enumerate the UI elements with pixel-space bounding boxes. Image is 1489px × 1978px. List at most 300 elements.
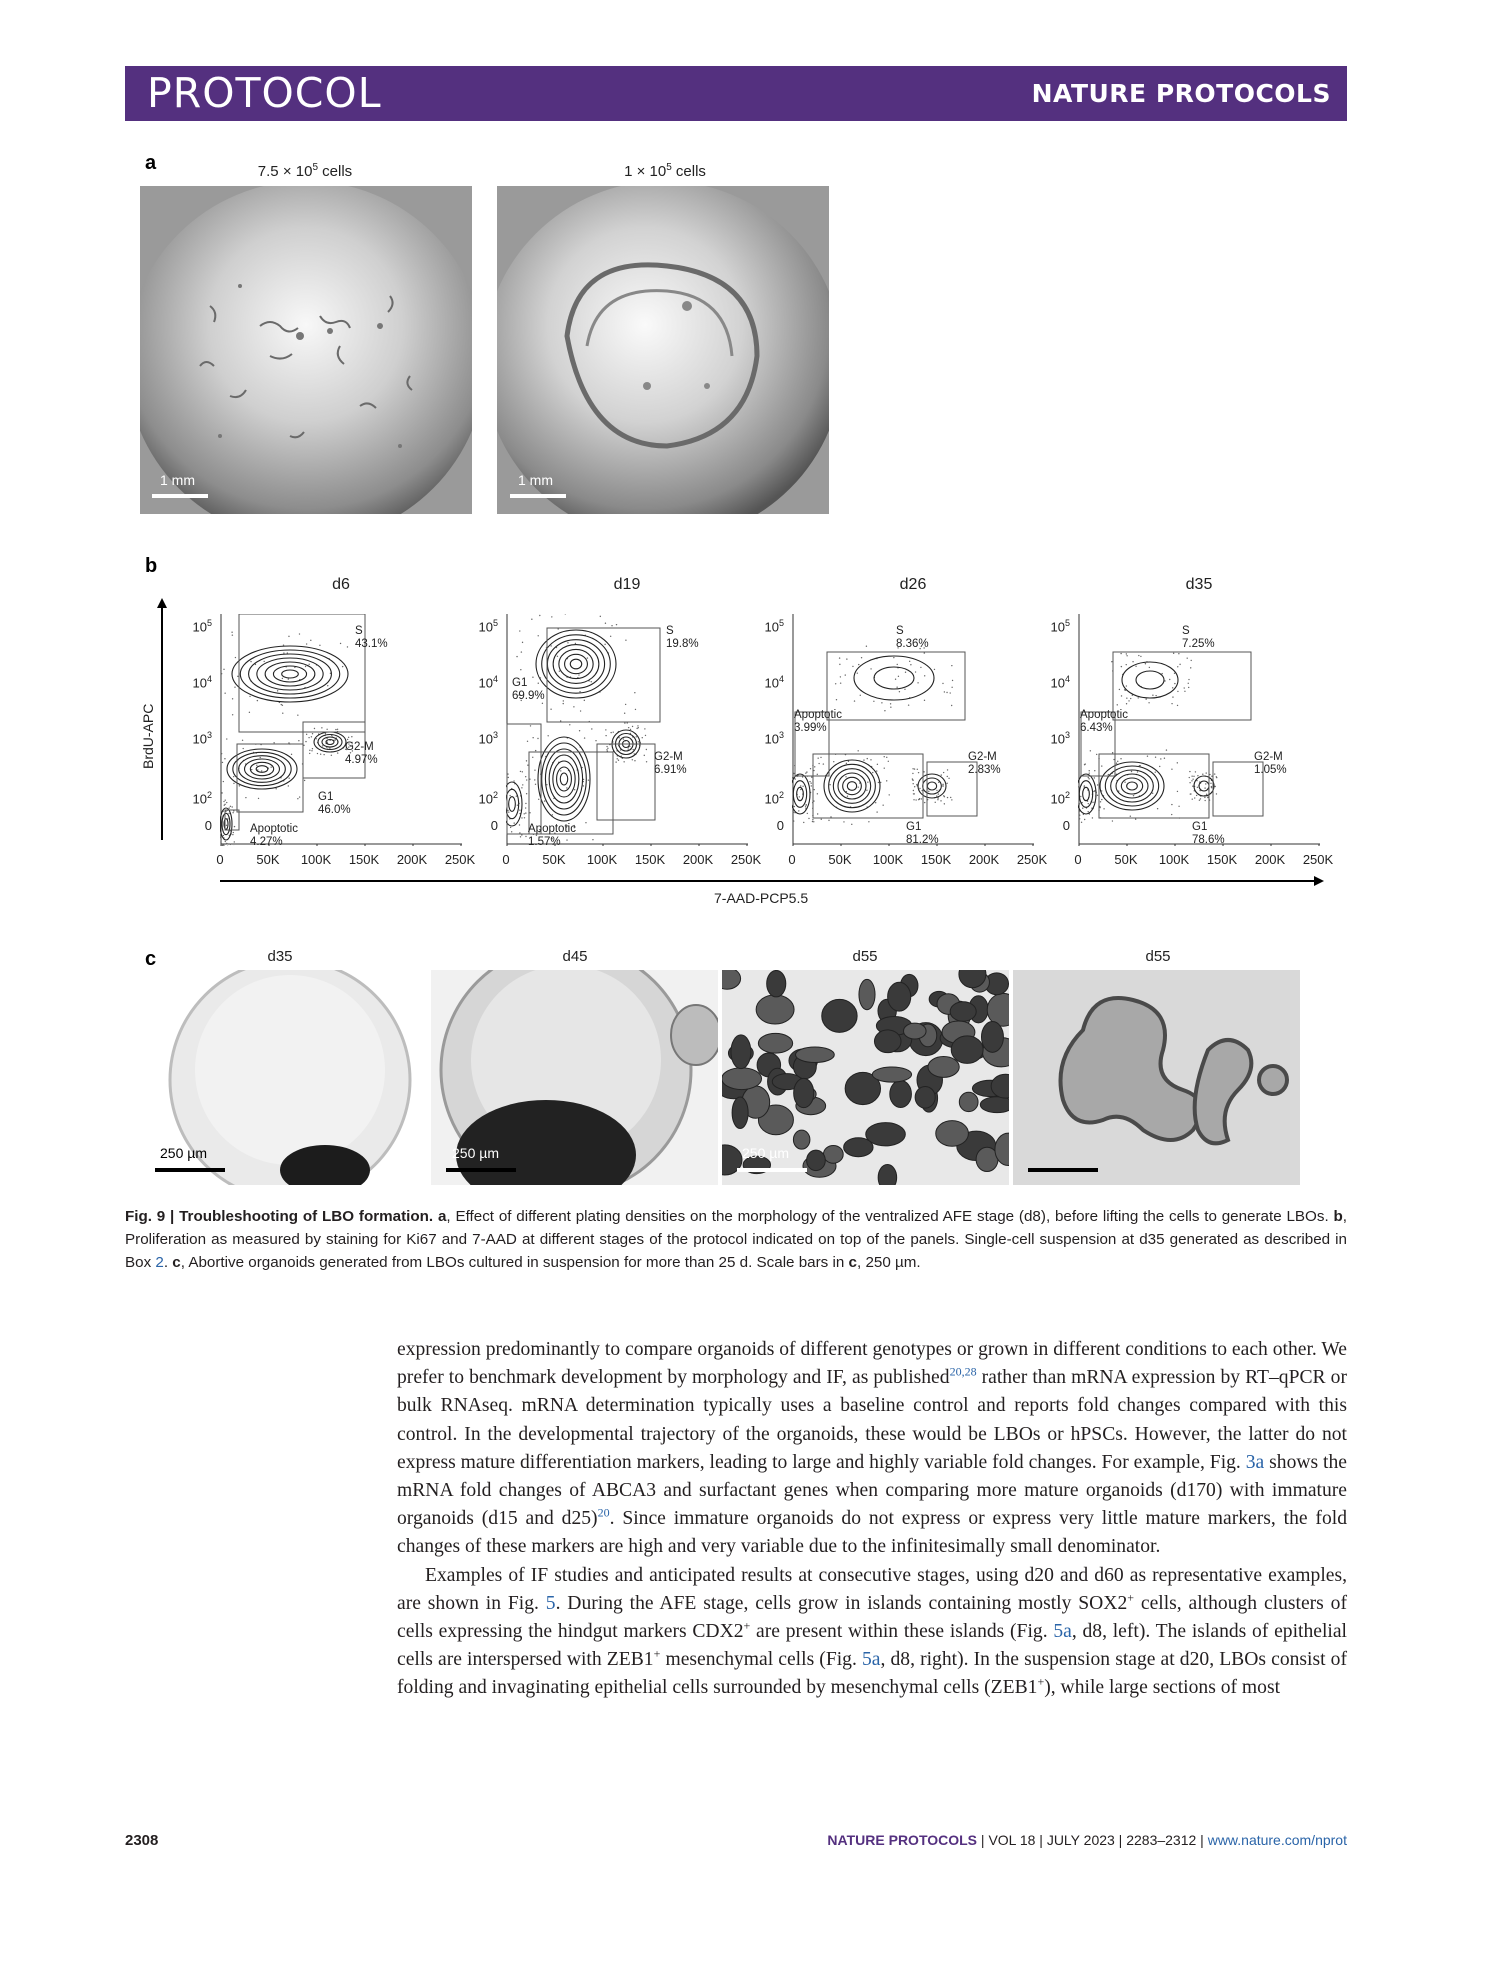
event-dot: [1177, 666, 1178, 667]
x-tick-label: 200K: [1254, 852, 1286, 867]
density-contour: [509, 797, 516, 812]
event-dot: [817, 793, 818, 794]
event-dot: [519, 630, 520, 631]
event-dot: [919, 788, 920, 789]
event-dot: [920, 667, 921, 668]
density-contour: [545, 749, 582, 809]
event-dot: [1155, 695, 1156, 696]
density-contour: [240, 650, 339, 698]
event-dot: [1152, 793, 1153, 794]
event-dot: [525, 807, 526, 808]
event-dot: [833, 761, 834, 762]
paragraph: Examples of IF studies and anticipated results at consecutive stages, using d20 and d60 as representative examples, are shown in Fig. 5. During the AFE stage, cells grow in islands containing mostly SOX2+ cells, although clusters of cells expressing the hindgut markers CDX2+ are present within these islands (Fig. 5a, d8, left). The islands of epithelial cells are interspersed with ZEB1+ mesenchymal cells (Fig. 5a, d8, right). In the suspension stage at d20, LBOs consist of folding and invaginating epithelial cells surrounded by mesenchymal cells (ZEB1+), while large sections of most: [397, 1564, 1347, 1699]
event-dot: [232, 834, 233, 835]
y-tick-label: 0: [776, 818, 784, 833]
event-dot: [223, 669, 224, 670]
event-dot: [275, 788, 276, 789]
event-dot: [806, 771, 807, 772]
event-dot: [947, 776, 948, 777]
journal-url[interactable]: www.nature.com/nprot: [1207, 1832, 1347, 1848]
event-dot: [820, 757, 821, 758]
y-tick-label: $10^4$: [478, 674, 498, 691]
event-dot: [809, 781, 810, 782]
event-dot: [513, 822, 514, 823]
x-tick-label: 100K: [300, 852, 332, 867]
organoid-cluster: [822, 999, 857, 1032]
event-dot: [916, 784, 917, 785]
flow-plot-d19: [506, 614, 750, 846]
event-dot: [807, 813, 808, 814]
event-dot: [632, 759, 633, 760]
gate-label: S 43.1%: [355, 625, 388, 650]
event-dot: [587, 657, 588, 658]
event-dot: [312, 733, 313, 734]
event-dot: [1187, 657, 1188, 658]
event-dot: [935, 802, 936, 803]
event-dot: [1126, 703, 1127, 704]
event-dot: [1092, 817, 1093, 818]
event-dot: [308, 737, 309, 738]
x-axis-arrow: [220, 874, 1324, 888]
density-contour: [792, 774, 810, 814]
citation-link[interactable]: 20: [597, 1505, 610, 1520]
event-dot: [846, 658, 847, 659]
event-dot: [532, 737, 533, 738]
organoid-cluster: [872, 1067, 911, 1082]
event-dot: [917, 769, 918, 770]
event-dot: [632, 726, 633, 727]
event-dot: [644, 728, 645, 729]
event-dot: [1137, 771, 1138, 772]
event-dot: [890, 703, 891, 704]
event-dot: [645, 735, 646, 736]
density-contour: [273, 666, 306, 682]
event-dot: [1197, 787, 1198, 788]
event-dot: [1177, 791, 1178, 792]
gate-s: [1113, 652, 1251, 720]
event-dot: [802, 786, 803, 787]
event-dot: [805, 806, 806, 807]
event-dot: [1152, 695, 1153, 696]
event-dot: [329, 747, 330, 748]
event-dot: [623, 738, 624, 739]
event-dot: [592, 839, 593, 840]
event-dot: [317, 753, 318, 754]
event-dot: [335, 729, 336, 730]
event-dot: [876, 770, 877, 771]
event-dot: [934, 669, 935, 670]
organoid-cluster: [859, 979, 875, 1009]
x-tick-label: 100K: [586, 852, 618, 867]
x-tick-label: 100K: [872, 852, 904, 867]
event-dot: [585, 822, 586, 823]
organoid-cluster: [756, 995, 794, 1024]
event-dot: [867, 781, 868, 782]
event-dot: [1195, 771, 1196, 772]
event-dot: [319, 645, 320, 646]
event-dot: [821, 819, 822, 820]
event-dot: [583, 785, 584, 786]
event-dot: [575, 643, 576, 644]
event-dot: [646, 761, 647, 762]
density-contour: [874, 667, 914, 689]
event-dot: [1166, 749, 1167, 750]
scale-bar: [446, 1168, 516, 1172]
event-dot: [245, 797, 246, 798]
event-dot: [226, 825, 227, 826]
event-dot: [1089, 772, 1090, 773]
event-dot: [1194, 797, 1195, 798]
figure-link[interactable]: 5a: [1053, 1621, 1072, 1643]
y-tick-label: $10^4$: [764, 674, 784, 691]
event-dot: [588, 780, 589, 781]
x-tick-label: 250K: [1016, 852, 1048, 867]
event-dot: [250, 661, 251, 662]
density-contour: [1136, 671, 1164, 689]
event-dot: [507, 773, 508, 774]
y-tick-label: $10^2$: [764, 790, 784, 807]
event-dot: [1191, 775, 1192, 776]
event-dot: [299, 633, 300, 634]
event-dot: [534, 779, 535, 780]
event-dot: [1093, 791, 1094, 792]
event-dot: [224, 805, 225, 806]
event-dot: [231, 632, 232, 633]
event-dot: [256, 765, 257, 766]
event-dot: [1082, 808, 1083, 809]
event-dot: [537, 738, 538, 739]
y-tick-label: $10^2$: [1050, 790, 1070, 807]
event-dot: [638, 727, 639, 728]
plot-title: d35: [1185, 576, 1213, 593]
citation-link[interactable]: 20,28: [949, 1364, 977, 1379]
event-dot: [1171, 703, 1172, 704]
density-contour: [553, 645, 599, 684]
event-dot: [1099, 807, 1100, 808]
event-dot: [351, 736, 352, 737]
event-dot: [520, 836, 521, 837]
event-dot: [595, 740, 596, 741]
event-dot: [899, 691, 900, 692]
event-dot: [634, 760, 635, 761]
panel-a-letter: a: [145, 152, 157, 174]
event-dot: [1169, 679, 1170, 680]
event-dot: [1174, 683, 1175, 684]
event-dot: [234, 826, 235, 827]
event-dot: [802, 776, 803, 777]
event-dot: [1128, 700, 1129, 701]
event-dot: [508, 811, 509, 812]
event-dot: [220, 669, 221, 670]
event-dot: [812, 821, 813, 822]
header-bar: [125, 66, 1347, 121]
organoid-cluster: [878, 1165, 896, 1185]
event-dot: [915, 671, 916, 672]
event-dot: [909, 661, 910, 662]
figure-link[interactable]: 3a: [1245, 1451, 1265, 1473]
y-tick-label: $10^2$: [192, 790, 212, 807]
y-tick-label: $10^5$: [192, 618, 212, 635]
event-dot: [951, 665, 952, 666]
event-dot: [539, 615, 540, 616]
event-dot: [221, 792, 222, 793]
event-dot: [921, 798, 922, 799]
event-dot: [1131, 771, 1132, 772]
event-dot: [835, 683, 836, 684]
x-tick-label: 250K: [1302, 852, 1334, 867]
event-dot: [857, 672, 858, 673]
event-dot: [311, 750, 312, 751]
box-link[interactable]: 2: [155, 1254, 164, 1271]
organoid-cluster: [844, 1138, 873, 1157]
event-dot: [1111, 661, 1112, 662]
event-dot: [327, 741, 328, 742]
event-dot: [918, 772, 919, 773]
event-dot: [1190, 793, 1191, 794]
event-dot: [1088, 803, 1089, 804]
event-dot: [522, 642, 523, 643]
event-dot: [297, 798, 298, 799]
event-dot: [627, 748, 628, 749]
event-dot: [1191, 780, 1192, 781]
event-dot: [235, 657, 236, 658]
figure-link[interactable]: 5: [545, 1592, 556, 1614]
event-dot: [1119, 689, 1120, 690]
event-dot: [606, 749, 607, 750]
event-dot: [610, 636, 611, 637]
scale-bar-label: 250 µm: [742, 1145, 789, 1161]
event-dot: [840, 676, 841, 677]
density-contour: [560, 773, 567, 785]
event-dot: [857, 750, 858, 751]
event-dot: [843, 821, 844, 822]
event-dot: [560, 770, 561, 771]
event-dot: [231, 806, 232, 807]
event-dot: [876, 811, 877, 812]
event-dot: [836, 699, 837, 700]
event-dot: [941, 774, 942, 775]
event-dot: [249, 696, 250, 697]
event-dot: [227, 843, 228, 844]
event-dot: [560, 720, 561, 721]
event-dot: [257, 700, 258, 701]
event-dot: [947, 797, 948, 798]
density-contour: [1194, 776, 1214, 796]
event-dot: [893, 657, 894, 658]
event-dot: [1159, 766, 1160, 767]
event-dot: [526, 760, 527, 761]
event-dot: [637, 725, 638, 726]
event-dot: [605, 735, 606, 736]
event-dot: [1171, 769, 1172, 770]
event-dot: [1196, 795, 1197, 796]
event-dot: [814, 766, 815, 767]
event-dot: [258, 798, 259, 799]
event-dot: [618, 737, 619, 738]
event-dot: [1171, 804, 1172, 805]
event-dot: [551, 616, 552, 617]
event-dot: [559, 671, 560, 672]
event-dot: [793, 812, 794, 813]
event-dot: [1210, 783, 1211, 784]
event-dot: [630, 729, 631, 730]
event-dot: [1147, 756, 1148, 757]
event-dot: [1079, 818, 1080, 819]
event-dot: [1126, 685, 1127, 686]
organoid-cluster: [807, 1150, 826, 1170]
density-contour: [565, 654, 588, 673]
event-dot: [340, 643, 341, 644]
event-dot: [1079, 803, 1080, 804]
density-contour: [833, 769, 870, 804]
event-dot: [919, 798, 920, 799]
event-dot: [846, 763, 847, 764]
event-dot: [805, 772, 806, 773]
panel-c-letter: c: [145, 948, 157, 970]
event-dot: [1189, 782, 1190, 783]
event-dot: [938, 782, 939, 783]
event-dot: [940, 800, 941, 801]
event-dot: [1171, 814, 1172, 815]
event-dot: [861, 657, 862, 658]
event-dot: [310, 640, 311, 641]
event-dot: [896, 686, 897, 687]
event-dot: [886, 757, 887, 758]
figure-link[interactable]: 5a: [861, 1649, 881, 1671]
event-dot: [1094, 777, 1095, 778]
event-dot: [1157, 808, 1158, 809]
event-dot: [828, 820, 829, 821]
event-dot: [873, 701, 874, 702]
event-dot: [1174, 673, 1175, 674]
event-dot: [798, 810, 799, 811]
event-dot: [304, 780, 305, 781]
event-dot: [616, 624, 617, 625]
event-dot: [944, 803, 945, 804]
event-dot: [233, 832, 234, 833]
event-dot: [552, 814, 553, 815]
y-axis-arrow: [155, 598, 169, 842]
event-dot: [1179, 664, 1180, 665]
event-dot: [817, 774, 818, 775]
event-dot: [283, 652, 284, 653]
density-contour: [570, 659, 581, 669]
event-dot: [519, 824, 520, 825]
event-dot: [910, 664, 911, 665]
organoid-cluster: [793, 1130, 810, 1149]
event-dot: [1097, 795, 1098, 796]
event-dot: [547, 735, 548, 736]
event-dot: [1113, 759, 1114, 760]
event-dot: [1190, 667, 1191, 668]
event-dot: [917, 682, 918, 683]
x-tick-label: 0: [788, 852, 796, 867]
event-dot: [936, 790, 937, 791]
density-contour: [843, 777, 862, 794]
event-dot: [1205, 783, 1206, 784]
event-dot: [942, 786, 943, 787]
event-dot: [1160, 758, 1161, 759]
event-dot: [937, 799, 938, 800]
gate-label: G2-M 4.97%: [345, 741, 378, 766]
event-dot: [1096, 754, 1097, 755]
event-dot: [1193, 776, 1194, 777]
event-dot: [858, 664, 859, 665]
gate-label: S 7.25%: [1182, 625, 1215, 650]
gate-label: G1 78.6%: [1192, 821, 1225, 846]
event-dot: [948, 778, 949, 779]
event-dot: [908, 704, 909, 705]
plot-title: d26: [899, 576, 927, 593]
x-tick-label: 50K: [828, 852, 852, 867]
event-dot: [522, 771, 523, 772]
event-dot: [282, 678, 283, 679]
organoid-cluster: [928, 1057, 959, 1078]
event-dot: [1117, 704, 1118, 705]
x-tick-label: 50K: [1114, 852, 1138, 867]
event-dot: [228, 807, 229, 808]
event-dot: [624, 713, 625, 714]
event-dot: [521, 787, 522, 788]
event-dot: [1090, 750, 1091, 751]
journal-name: NATURE PROTOCOLS: [1031, 79, 1331, 108]
organoid-cluster: [904, 1023, 927, 1039]
organoid-cluster: [874, 1030, 901, 1053]
event-dot: [544, 800, 545, 801]
scale-bar: [510, 494, 566, 498]
event-dot: [610, 732, 611, 733]
panel-c-label-4: d55: [1145, 948, 1171, 965]
event-dot: [912, 768, 913, 769]
organoid-cluster: [951, 1036, 983, 1064]
event-dot: [1155, 757, 1156, 758]
event-dot: [628, 727, 629, 728]
event-dot: [1204, 800, 1205, 801]
event-dot: [309, 750, 310, 751]
event-dot: [526, 779, 527, 780]
density-contour: [549, 755, 579, 803]
density-contour: [1121, 778, 1142, 794]
event-dot: [795, 778, 796, 779]
figure-caption: Fig. 9 | Troubleshooting of LBO formation. a, Effect of different plating densities on the morphology of the ventralized AFE stage (d8), before lifting the cells to generate LBOs. b, Proliferation as measured by staining for Ki67 and 7-AAD at different stages of the protocol indicated on top of the panels. Single-cell suspension at d35 generated as described in Box 2. c, Abortive organoids generated from LBOs cultured in suspension for more than 25 d. Scale bars in c, 250 µm.: [125, 1208, 1347, 1271]
event-dot: [623, 761, 624, 762]
event-dot: [1135, 666, 1136, 667]
event-dot: [591, 728, 592, 729]
event-dot: [924, 700, 925, 701]
event-dot: [1084, 785, 1085, 786]
event-dot: [228, 813, 229, 814]
event-dot: [1172, 696, 1173, 697]
event-dot: [1178, 653, 1179, 654]
event-dot: [914, 786, 915, 787]
event-dot: [309, 753, 310, 754]
event-dot: [288, 636, 289, 637]
event-dot: [580, 710, 581, 711]
event-dot: [1178, 806, 1179, 807]
event-dot: [793, 773, 794, 774]
event-dot: [305, 741, 306, 742]
event-dot: [299, 796, 300, 797]
event-dot: [860, 695, 861, 696]
density-contour: [257, 658, 323, 690]
organoid-cluster: [823, 1145, 843, 1163]
event-dot: [1145, 698, 1146, 699]
gate-label: G1 46.0%: [318, 791, 351, 816]
event-dot: [915, 799, 916, 800]
y-tick-label: 0: [490, 818, 498, 833]
event-dot: [817, 757, 818, 758]
event-dot: [872, 772, 873, 773]
